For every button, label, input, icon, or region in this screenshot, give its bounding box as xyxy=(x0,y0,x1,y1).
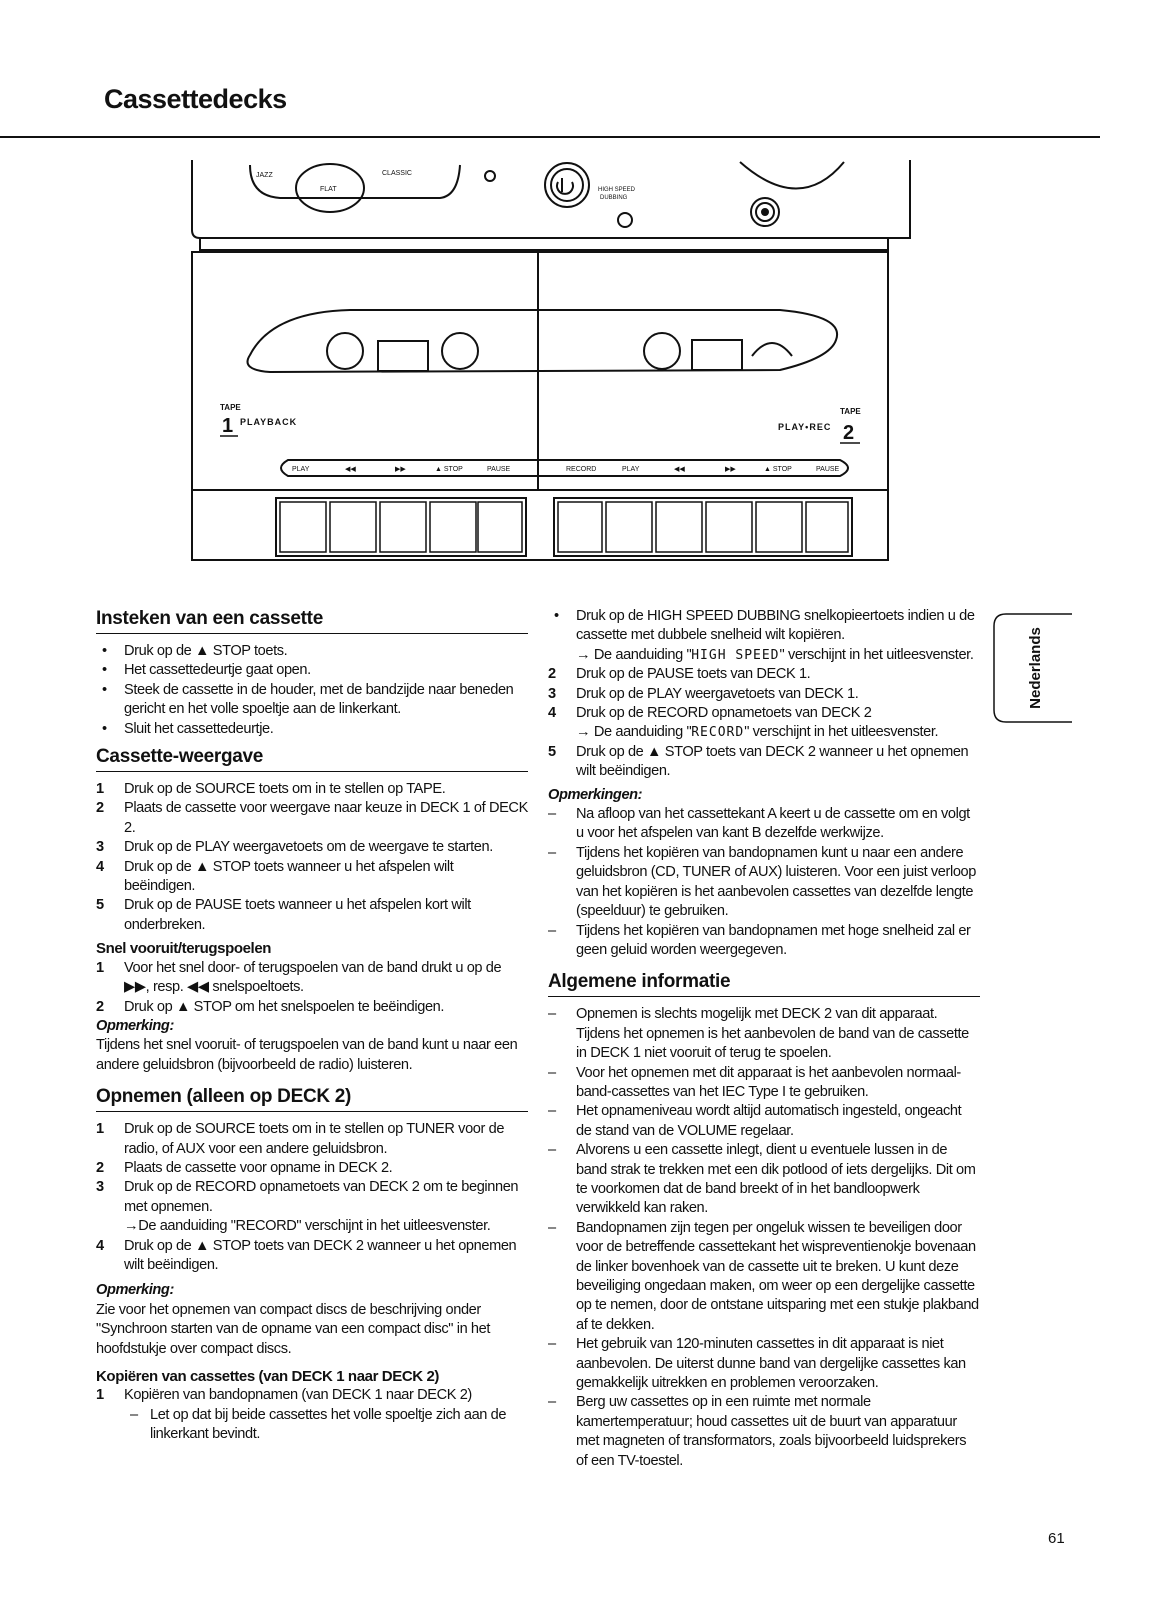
list-item: – Berg uw cassettes op in een ruimte met normale kamertemperatuur; houd cassettes uit de buurt van apparatuur met magneten of transformators, zoals bijvoorbeeld luidsprekers of een TV-toestel. xyxy=(548,1393,980,1471)
note-heading: Opmerking: xyxy=(96,1017,174,1034)
classic-label: CLASSIC xyxy=(382,170,412,177)
deck2-number: 2 xyxy=(843,422,855,444)
list-item: – Tijdens het kopiëren van bandopnamen kunt u naar een andere geluidsbron (CD, TUNER of AUX) luisteren. Voor een juist verloop van het kopiëren is het aanbevolen cassettes van dezelfde lengte (speelduur) te gebruiken. xyxy=(548,844,980,922)
subheading-snelspoelen: Snel vooruit/terugspoelen xyxy=(96,940,272,958)
deck1-number: 1 xyxy=(222,415,234,437)
power-icon xyxy=(557,178,573,194)
deck2-stop-label: ▲ STOP xyxy=(764,466,792,473)
deck2-pause-label: PAUSE xyxy=(816,466,840,473)
list-item: 1 Druk op de SOURCE toets om in te stellen op TAPE. xyxy=(96,781,446,798)
list-item: – Opnemen is slechts mogelijk met DECK 2 van dit apparaat. Tijdens het opnemen is het aanbevolen de band van de cassette in DECK 1 niet vooruit of terug te spoelen. xyxy=(548,1005,980,1063)
list-item: 4 Druk op de ▲ STOP toets wanneer u het afspelen wilt beëindigen. xyxy=(96,858,454,895)
dubbing-label-line1: HIGH SPEED xyxy=(598,187,636,193)
language-tab-label: Nederlands xyxy=(1027,627,1044,709)
note-text: Tijdens het snel vooruit- of terugspoelen van de band kunt u naar een andere geluidsbron (bijvoorbeeld de radio) luisteren. xyxy=(96,1037,518,1073)
section-heading-insteken: Insteken van een cassette xyxy=(96,607,528,634)
subheading-kopieren: Kopiëren van cassettes (van DECK 1 naar DECK 2) xyxy=(96,1368,439,1385)
section-heading-opnemen: Opnemen (alleen op DECK 2) xyxy=(96,1085,528,1112)
section-heading-algemeen: Algemene informatie xyxy=(548,970,980,997)
notes-heading: Opmerkingen: xyxy=(548,786,643,803)
list-item: • Het cassettedeurtje gaat open. xyxy=(96,661,528,680)
list-item: 3 Druk op de PLAY weergavetoets van DECK 1. xyxy=(548,685,859,702)
headphone-jack-icon xyxy=(761,208,769,216)
list-item: – Tijdens het kopiëren van bandopnamen met hoge snelheid zal er geen geluid worden weergegeven. xyxy=(548,922,980,961)
list-item: 3 Druk op de PLAY weergavetoets om de weergave te starten. xyxy=(96,839,493,856)
note-heading: Opmerking: xyxy=(96,1282,174,1299)
cassette-deck-illustration xyxy=(180,160,920,590)
list-item: 2 Druk op ▲ STOP om het snelspoelen te beëindigen. xyxy=(96,998,445,1015)
deck2-mode-label: PLAY•REC xyxy=(778,422,832,432)
page-title: Cassettedecks xyxy=(104,84,287,114)
language-tab xyxy=(992,612,1072,724)
list-item: 5 Druk op de ▲ STOP toets van DECK 2 wanneer u het opnemen wilt beëindigen. xyxy=(548,743,969,780)
deck1-stop-label: ▲ STOP xyxy=(435,466,463,473)
deck1-tape-label: TAPE xyxy=(220,403,241,412)
deck2-play-label: PLAY xyxy=(622,466,640,473)
title-divider xyxy=(0,136,1100,138)
list-item: 1 Voor het snel door- of terugspoelen van de band drukt u op de ▶▶, resp. ◀◀ snelspoeltoets. xyxy=(96,959,502,996)
deck2-record-label: RECORD xyxy=(566,466,597,473)
record-indicator-note: → De aanduiding "RECORD" verschijnt in het uitleesvenster. xyxy=(576,724,939,741)
list-item: 2 Plaats de cassette voor opname in DECK 2. xyxy=(96,1159,393,1176)
list-item: • Druk op de HIGH SPEED DUBBING snelkopieertoets indien u de cassette met dubbele snelheid wilt kopiëren. xyxy=(548,607,980,646)
cassette-window xyxy=(248,310,838,372)
deck1-pause-label: PAUSE xyxy=(487,466,511,473)
deck1-ffwd-label: ▶▶ xyxy=(395,466,406,473)
list-item: 1 Druk op de SOURCE toets om in te stellen op TUNER voor de radio, of AUX voor een andere geluidsbron. xyxy=(96,1121,505,1157)
deck1-mode-label: PLAYBACK xyxy=(240,417,298,427)
list-item: – Alvorens u een cassette inlegt, dient u eventuele lussen in de band strak te trekken met een dik potlood of iets dergelijks. Dit om te voorkomen dat de band breekt of in het bandloopwerk verwikkeld kan raken. xyxy=(548,1141,980,1219)
kopieren-steps xyxy=(96,1386,528,1405)
left-column xyxy=(96,607,528,1445)
list-item: • Druk op de ▲ STOP toets. xyxy=(96,642,528,661)
record-indicator-note: →De aanduiding "RECORD" verschijnt in het uitleesvenster. xyxy=(124,1218,491,1235)
deck-body-outline xyxy=(192,252,888,560)
list-item: 1 Kopiëren van bandopnamen (van DECK 1 naar DECK 2) xyxy=(96,1387,472,1404)
section-heading-weergave: Cassette-weergave xyxy=(96,745,528,772)
list-item: – Na afloop van het cassettekant A keert u de cassette om en volgt u voor het afspelen van kant B dezelfde werkwijze. xyxy=(548,805,980,844)
high-speed-indicator-note: → De aanduiding "HIGH SPEED" verschijnt in het uitleesvenster. xyxy=(576,646,974,663)
list-item: – Voor het opnemen met dit apparaat is het aanbevolen normaal-band-cassettes van het IEC Type I te gebruiken. xyxy=(548,1064,980,1103)
list-item: 4 Druk op de ▲ STOP toets van DECK 2 wanneer u het opnemen wilt beëindigen. xyxy=(96,1237,517,1273)
list-item: • Sluit het cassettedeurtje. xyxy=(96,720,528,739)
list-item: 4 Druk op de RECORD opnametoets van DECK 2 xyxy=(548,705,872,722)
page-number: 61 xyxy=(1048,1530,1065,1547)
list-item: 2 Druk op de PAUSE toets van DECK 1. xyxy=(548,666,811,683)
list-item: 3 Druk op de RECORD opnametoets van DECK 2 om te beginnen met opnemen. xyxy=(96,1179,519,1215)
insteken-list xyxy=(96,642,528,739)
kopieren-notes xyxy=(548,805,980,960)
list-item: 2 Plaats de cassette voor weergave naar keuze in DECK 1 of DECK 2. xyxy=(96,800,528,836)
list-item: – Het gebruik van 120-minuten cassettes in dit apparaat is niet aanbevolen. De uiterst dunne band van dergelijke cassettes kan gemakkelijk uitrekken en problemen veroorzaken. xyxy=(548,1335,980,1393)
list-item: 5 Druk op de PAUSE toets wanneer u het afspelen kort wilt onderbreken. xyxy=(96,897,471,933)
flat-label: FLAT xyxy=(320,186,337,193)
deck2-ffwd-label: ▶▶ xyxy=(725,466,736,473)
right-column xyxy=(548,607,980,1471)
lcd-text: RECORD xyxy=(691,725,745,741)
dubbing-list xyxy=(548,607,980,646)
deck2-tape-label: TAPE xyxy=(840,407,861,416)
dubbing-label-line2: DUBBING xyxy=(600,195,628,201)
kopieren-sub-item: – Let op dat bij beide cassettes het volle spoeltje zich aan de linkerkant bevindt. xyxy=(124,1406,528,1445)
list-item: – Het opnameniveau wordt altijd automatisch ingesteld, ongeacht de stand van de VOLUME regelaar. xyxy=(548,1102,980,1141)
lcd-text: HIGH SPEED xyxy=(691,647,780,663)
snelspoelen-steps xyxy=(96,959,528,1017)
deck1-play-label: PLAY xyxy=(292,466,310,473)
deck1-rewind-label: ◀◀ xyxy=(345,466,356,473)
list-item: – Bandopnamen zijn tegen per ongeluk wissen te beveiligen door voor de betreffende cassettekant het wispreventienokje bovenaan de linker bovenhoek van de cassette uit te breken. U kunt deze beveiliging ongedaan maken, om weer op een dergelijke cassette op te nemen, door de ontstane uitsparing met een stukje plakband af te dekken. xyxy=(548,1219,980,1335)
kopieren-step5 xyxy=(548,743,980,782)
deck2-rewind-label: ◀◀ xyxy=(674,466,685,473)
opnemen-steps-cont xyxy=(96,1237,528,1276)
algemeen-list xyxy=(548,1005,980,1471)
weergave-steps xyxy=(96,780,528,935)
list-item: • Steek de cassette in de houder, met de bandzijde naar beneden gericht en het volle spoeltje aan de linkerkant. xyxy=(96,681,528,720)
jazz-label: JAZZ xyxy=(256,172,273,179)
opnemen-steps xyxy=(96,1120,528,1217)
note-text: Zie voor het opnemen van compact discs de beschrijving onder "Synchroon starten van de opname van een compact disc" in het hoofdstukje over compact discs. xyxy=(96,1301,491,1357)
kopieren-steps-right xyxy=(548,665,980,723)
